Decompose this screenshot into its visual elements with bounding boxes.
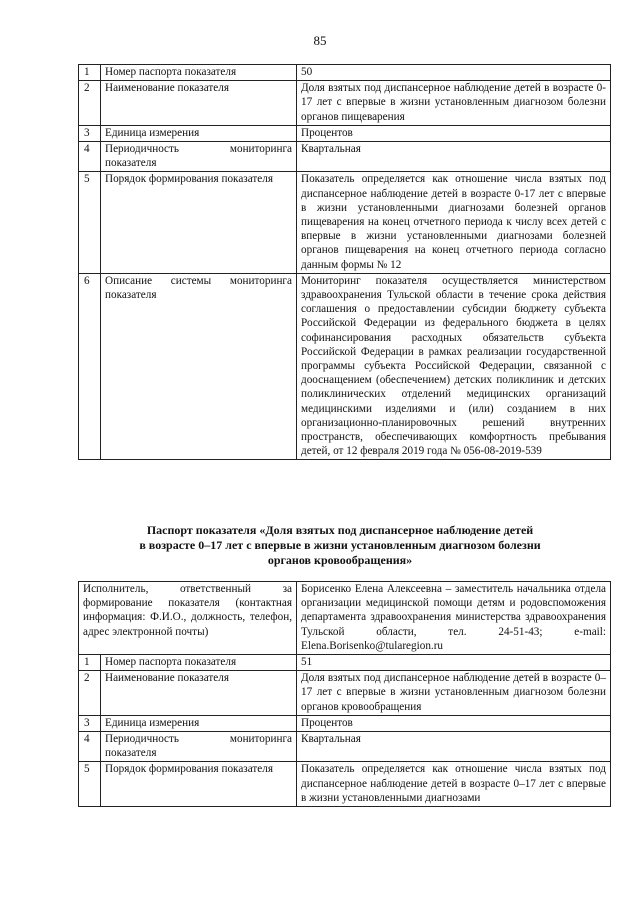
row-value: Процентов xyxy=(297,715,611,731)
row-value: Доля взятых под диспансерное наблюдение детей в возрасте 0–17 лет с впервые в жизни установленным диагнозом болезни органов кровообращения xyxy=(297,671,611,716)
row-label: Периодичность мониторинга показателя xyxy=(101,142,297,172)
table-row xyxy=(79,273,611,460)
row-number: 1 xyxy=(79,655,101,671)
row-number: 3 xyxy=(79,715,101,731)
row-label: Единица измерения xyxy=(101,715,297,731)
table-row xyxy=(79,125,611,141)
section-title xyxy=(70,523,610,568)
row-number: 3 xyxy=(79,125,101,141)
row-label: Порядок формирования показателя xyxy=(101,172,297,273)
table-row xyxy=(79,715,611,731)
row-number: 4 xyxy=(79,732,101,762)
row-value: Показатель определяется как отношение числа взятых под диспансерное наблюдение детей в возрасте 0-17 лет с впервые в жизни установленными диагнозами болезней органов пищеварения на конец отчетного периода к числу всех детей с впервые в жизни установленными диагнозами болезней органов пищеварения на конец отчетного периода согласно данным формы № 12 xyxy=(297,172,611,273)
row-value: 51 xyxy=(297,655,611,671)
section-title-line: органов кровообращения» xyxy=(267,553,413,567)
row-label: Номер паспорта показателя xyxy=(101,65,297,81)
page-number: 85 xyxy=(313,33,327,48)
row-number: 4 xyxy=(79,142,101,172)
row-value: 50 xyxy=(297,65,611,81)
table-row xyxy=(79,172,611,273)
row-value: Мониторинг показателя осуществляется министерством здравоохранения Тульской области в течение срока действия соглашения о предоставлении субсидии бюджету субъекта Российской Федерации из федерального бюджета в целях софинансирования расходных обязательств субъекта Российской Федерации в рамках реализации государственной программы субъекта Российской Федерации, связанной с дооснащением (обеспечением) детских поликлиник и детских поликлинических отделений медицинских организаций медицинскими изделиями и (или) созданием в них организационно-планировочных решений внутренних пространств, обеспечивающих комфортность пребывания детей, от 12 февраля 2019 года № 056-08-2019-539 xyxy=(297,273,611,460)
row-number: 5 xyxy=(79,172,101,273)
row-label: Наименование показателя xyxy=(101,81,297,126)
row-number: 2 xyxy=(79,671,101,716)
row-label: Наименование показателя xyxy=(101,671,297,716)
table-row xyxy=(79,142,611,172)
table-row xyxy=(79,65,611,81)
executor-label: Исполнитель, ответственный за формирование показателя (контактная информация: Ф.И.О., должность, телефон, адрес электронной почты) xyxy=(79,582,297,655)
table-row xyxy=(79,762,611,807)
indicator-passport-table-50 xyxy=(78,64,611,460)
indicator-passport-table-51 xyxy=(78,581,611,807)
table-row xyxy=(79,732,611,762)
row-label: Описание системы мониторинга показателя xyxy=(101,273,297,460)
row-number: 5 xyxy=(79,762,101,807)
row-value: Квартальная xyxy=(297,732,611,762)
row-value: Доля взятых под диспансерное наблюдение детей в возрасте 0-17 лет с впервые в жизни установленным диагнозом болезни органов пищеварения xyxy=(297,81,611,126)
row-number: 2 xyxy=(79,81,101,126)
row-label: Единица измерения xyxy=(101,125,297,141)
row-number: 6 xyxy=(79,273,101,460)
executor-row xyxy=(79,582,611,655)
executor-contact: Борисенко Елена Алексеевна – заместитель начальника отдела организации медицинской помощи детям и родовспоможения департамента здравоохранения министерства здравоохранения Тульской области, тел. 24-51-43; e-mail: Elena.Borisenko@tularegion.ru xyxy=(297,582,611,655)
row-value: Показатель определяется как отношение числа взятых под диспансерное наблюдение детей в возрасте 0–17 лет с впервые в жизни установленными диагнозами xyxy=(297,762,611,807)
table-row xyxy=(79,81,611,126)
section-title-line: в возрасте 0–17 лет с впервые в жизни установленным диагнозом болезни xyxy=(139,538,541,552)
row-label: Номер паспорта показателя xyxy=(101,655,297,671)
row-value: Процентов xyxy=(297,125,611,141)
row-value: Квартальная xyxy=(297,142,611,172)
table-row xyxy=(79,671,611,716)
row-number: 1 xyxy=(79,65,101,81)
row-label: Порядок формирования показателя xyxy=(101,762,297,807)
row-label: Периодичность мониторинга показателя xyxy=(101,732,297,762)
table-row xyxy=(79,655,611,671)
section-title-line: Паспорт показателя «Доля взятых под диспансерное наблюдение детей xyxy=(146,523,534,537)
